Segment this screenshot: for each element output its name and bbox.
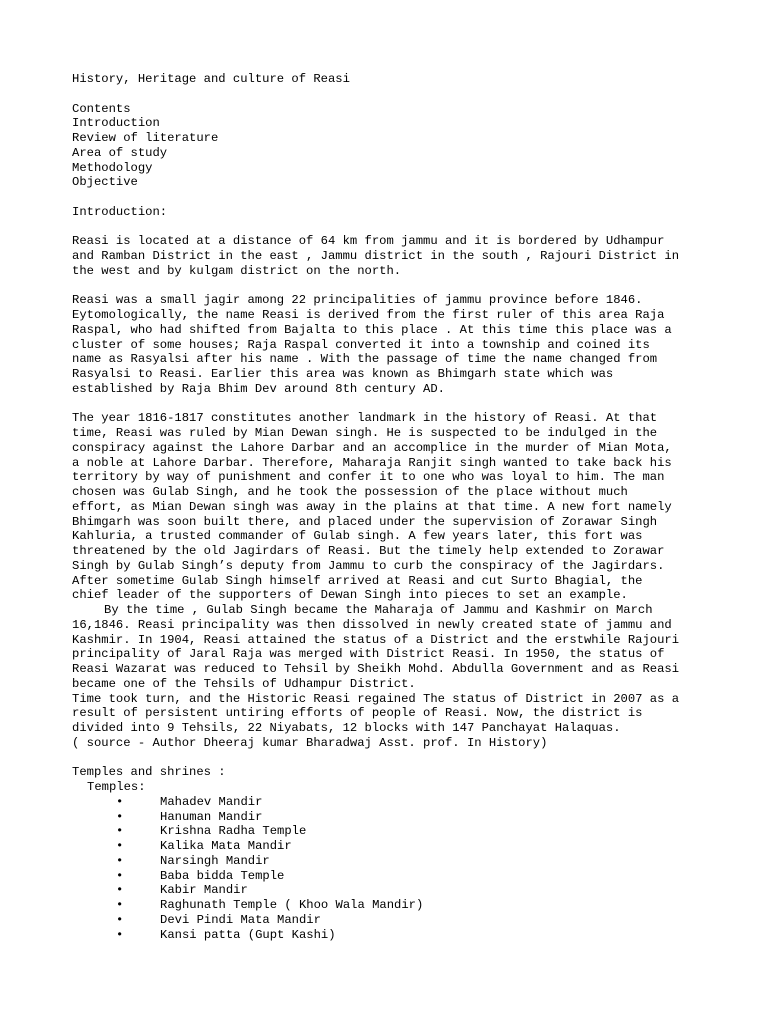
- list-item: [72, 883, 712, 898]
- temple-name: Krishna Radha Temple: [160, 824, 307, 839]
- paragraph-history-1816: The year 1816-1817 constitutes another landmark in the history of Reasi. At that time, Reasi was ruled by Mian Dewan singh. He is suspected to be indulged in the conspiracy against the Lahore Darbar and an accomplice in the murder of Mian Mota, a noble at Lahore Darbar. Therefore, Maharaja Ranjit singh wanted to take back his territory by way of punishment and confer it to one who was loyal to him. The man chosen was Gulab Singh, and he took the possession of the place without much effort, as Mian Dewan singh was away in the plains at that time. A new fort namely Bhimgarh was soon built there, and placed under the supervision of Zorawar Singh Kahluria, a trusted commander of Gulab singh. A few years later, this fort was threatened by the old Jagirdars of Reasi. But the timely help extended to Zorawar Singh by Gulab Singh’s deputy from Jammu to curb the conspiracy of the Jagirdars. After sometime Gulab Singh himself arrived at Reasi and cut Surto Bhagial, the chief leader of the supporters of Dewan Singh into pieces to set an example.: [72, 411, 672, 603]
- paragraph-district-status: Time took turn, and the Historic Reasi regained The status of District in 2007 as a result of persistent untiring efforts of people of Reasi. Now, the district is divided into 9 Tehsils, 22 Niyabats, 12 blocks with 147 Panchayat Halaquas. ( source - Author Dheeraj kumar Bharadwaj Asst. prof. In History): [72, 691, 680, 750]
- list-item: [72, 824, 712, 839]
- contents-item: Review of literature: [72, 131, 219, 145]
- paragraph-history-1846: By the time , Gulab Singh became the Maharaja of Jammu and Kashmir on March 16,1846. Reasi principality was then dissolved in newly created state of jammu and Kashmir. In 1904, Reasi attained the status of a District and the erstwhile Rajouri principality of Jaral Raja was merged with District Reasi. In 1950, the status of Reasi Wazarat was reduced to Tehsil by Sheikh Mohd. Abdulla Government and as Reasi became one of the Tehsils of Udhampur District.: [72, 603, 680, 691]
- document-title: History, Heritage and culture of Reasi: [72, 72, 350, 86]
- bullet-icon: •: [116, 853, 124, 868]
- list-item: [72, 928, 712, 943]
- bullet-icon: •: [116, 927, 124, 942]
- bullet-icon: •: [116, 898, 124, 912]
- list-item: [72, 839, 712, 854]
- temples-subheading: Temples:: [87, 780, 146, 794]
- contents-item: Objective: [72, 175, 138, 190]
- temple-name: Kansi patta (Gupt Kashi): [160, 927, 336, 942]
- temple-name: Kabir Mandir: [160, 883, 248, 898]
- bullet-icon: •: [116, 912, 124, 927]
- bullet-icon: •: [116, 868, 124, 883]
- bullet-icon: •: [116, 883, 124, 898]
- bullet-icon: •: [116, 839, 124, 853]
- temple-name: Hanuman Mandir: [160, 809, 263, 824]
- list-item: [72, 913, 712, 928]
- temple-name: Kalika Mata Mandir: [160, 839, 292, 853]
- list-item: [72, 869, 712, 884]
- contents-item: Area of study: [72, 145, 168, 160]
- temple-name: Raghunath Temple ( Khoo Wala Mandir): [160, 898, 424, 912]
- temple-name: Baba bidda Temple: [160, 868, 285, 883]
- bullet-icon: •: [116, 809, 124, 824]
- document-body: [72, 72, 712, 942]
- temples-shrines-heading: Temples and shrines :: [72, 765, 226, 780]
- list-item: [72, 898, 712, 913]
- temple-name: Devi Pindi Mata Mandir: [160, 912, 321, 927]
- paragraph-location: Reasi is located at a distance of 64 km from jammu and it is bordered by Udhampur and Ramban District in the east , Jammu district in the south , Rajouri District in the west and by kulgam district on the north.: [72, 234, 680, 278]
- temple-name: Narsingh Mandir: [160, 853, 270, 868]
- temple-name: Mahadev Mandir: [160, 794, 263, 809]
- paragraph-origin: Reasi was a small jagir among 22 principalities of jammu province before 1846. Eytomologically, the name Reasi is derived from the first ruler of this area Raja Raspal, who had shifted from Bajalta to this place . At this time this place was a cluster of some houses; Raja Raspal converted it into a township and coined its name as Rasyalsi after his name . With the passage of time the name changed from Rasyalsi to Reasi. Earlier this area was known as Bhimgarh state which was established by Raja Bhim Dev around 8th century AD.: [72, 293, 672, 396]
- introduction-heading: Introduction:: [72, 204, 168, 219]
- contents-item: Methodology: [72, 160, 153, 175]
- list-item: [72, 810, 712, 825]
- list-item: [72, 854, 712, 869]
- contents-item: Introduction: [72, 116, 160, 131]
- contents-heading: Contents: [72, 101, 131, 116]
- bullet-icon: •: [116, 824, 124, 839]
- list-item: [72, 795, 712, 810]
- temples-list: [72, 795, 712, 943]
- bullet-icon: •: [116, 794, 124, 809]
